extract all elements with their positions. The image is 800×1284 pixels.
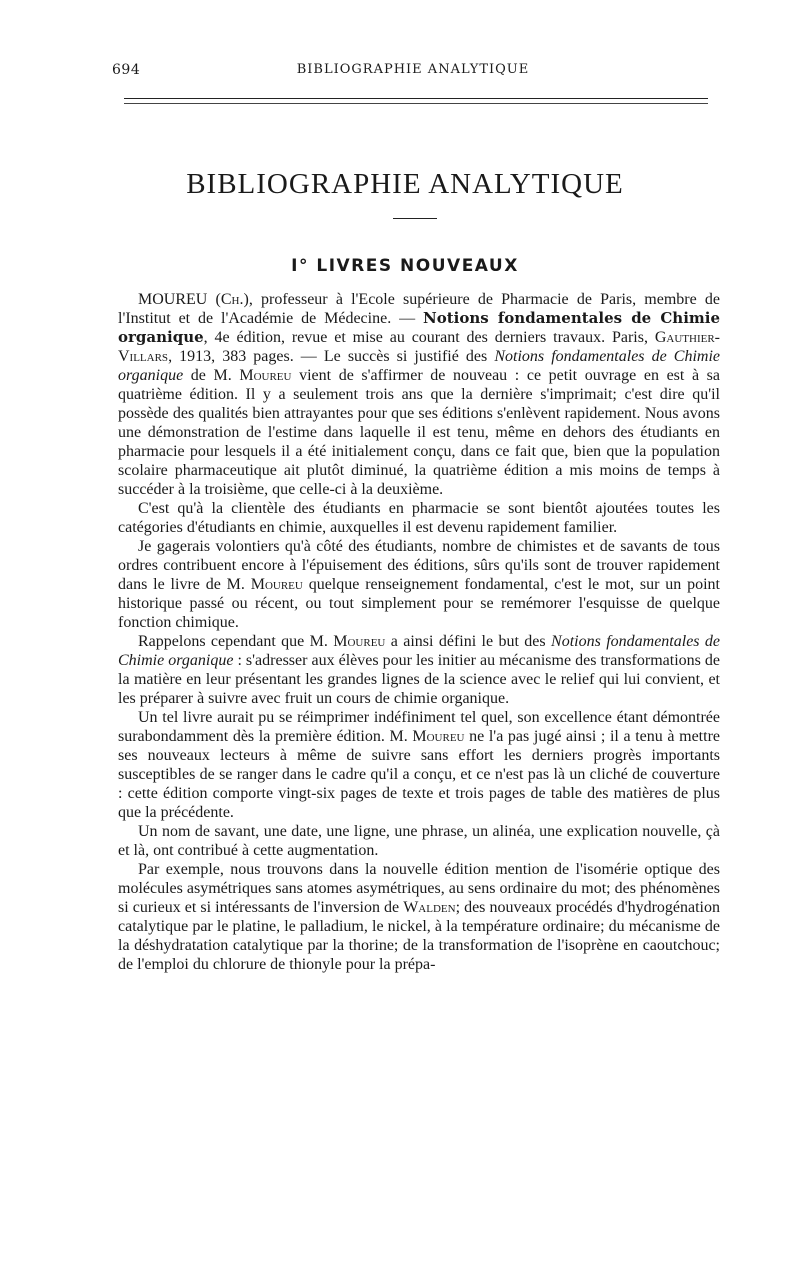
running-title: BIBLIOGRAPHIE ANALYTIQUE (296, 62, 530, 77)
running-head (112, 62, 714, 84)
edition-info: , 4e édition, revue et mise au courant des derniers travaux. Paris, (203, 329, 655, 346)
paragraph-2: C'est qu'à la clientèle des étudiants en pharmacie se sont bientôt ajoutées toutes les catégories d'étudiants en chimie, auxquelles il est devenu rapidement familier. (118, 500, 720, 536)
page-number: 694 (112, 62, 141, 78)
text-segment: Par exemple, nous trouvons dans la nouvelle édition mention de l'isomérie optique des molécules asymétriques sans atomes asymétriques, au sens ordinaire du mot; des phénomènes si curieux et si intéressants de l'inversion de (118, 861, 720, 916)
title-divider (393, 218, 437, 219)
section-heading: I° LIVRES NOUVEAUX (291, 256, 519, 276)
person-name: Moureu (333, 633, 386, 650)
book-title: Notions fondamentales de Chimie organique (118, 309, 721, 346)
person-name: Walden (403, 899, 456, 916)
text-segment: Un tel livre aurait pu se réimprimer indéfiniment tel quel, son excellence étant démontrée surabondamment dès la première édition. M. (118, 709, 720, 745)
paragraph-6: Un nom de savant, une date, une ligne, une phrase, un alinéa, une explication nouvelle, çà et là, ont contribué à cette augmentation. (118, 823, 720, 859)
paragraph-7 (118, 860, 720, 974)
person-name: Moureu (239, 367, 292, 384)
text-segment: Rappelons cependant que M. (138, 633, 334, 650)
author-affiliation: , professeur à l'Ecole supérieure de Pharmacie de Paris, membre de l'Institut et de l'Académie de Médecine. — (118, 291, 721, 327)
text-segment: quelque renseignement fondamental, c'est le mot, sur un point historique passé ou récent, ou tout simplement pour se remémorer l'esquisse de quelque fonction chimique. (118, 576, 720, 631)
publication-info: , 1913, 383 pages. — Le succès si justifié des (168, 348, 495, 365)
text-segment: de M. (183, 367, 240, 384)
paragraph-4 (118, 632, 720, 708)
text-segment: vient de s'affirmer de nouveau : ce petit ouvrage en est à sa quatrième édition. Il y a seulement trois ans que la dernière s'imprimait; c'est dire qu'il possède des qualités bien attrayantes pour que ses éditions s'enlèvent rapidement. Nous avons une démonstration de l'estime dans laquelle il est tenu, même en dehors des étudiants en pharmacie pour lesquels il a été initialement conçu, dans ce fait que, bien que la population scolaire pharmaceutique ait plutôt diminué, la quatrième édition a mis moins de temps à succéder à la troisième, que celle-ci à la deuxième. (118, 367, 721, 498)
paragraph-3 (118, 537, 720, 632)
author-name: MOUREU (138, 291, 208, 308)
publisher-name: Gauthier-Villars (118, 329, 720, 365)
header-rule (124, 98, 708, 99)
page-title: BIBLIOGRAPHIE ANALYTIQUE (186, 168, 624, 200)
text-segment: Je gagerais volontiers qu'à côté des étudiants, nombre de chimistes et de savants de tous ordres contribuent encore à l'épuisement des éditions, sûrs qu'ils sont de trouver rapidement dans le livre de M. (118, 538, 720, 593)
text-segment: a ainsi défini le but des (385, 633, 552, 650)
text-segment: : s'adresser aux élèves pour les initier au mécanisme des transformations de la matière en leur présentant les grandes lignes de la science avec le relief qui lui convient, et les préparer à suivre avec fruit un cours de chimie organique. (118, 652, 721, 707)
book-title-italic: Notions fondamentales de Chimie organique (118, 633, 721, 669)
person-name: Moureu (412, 728, 465, 745)
book-title-italic: Notions fondamentales de Chimie organique (118, 348, 721, 384)
person-name: Moureu (250, 576, 303, 593)
paragraph-5 (118, 708, 720, 822)
text-segment: ; des nouveaux procédés d'hydrogénation catalytique par le platine, le palladium, le nickel, à la température ordinaire; du mécanisme de la déshydratation catalytique par la thorine; de la transformation de l'isoprène en caoutchouc; de l'emploi du chlorure de thionyle pour la prépa- (118, 899, 720, 973)
article-body (118, 290, 720, 974)
author-initial: (Ch.) (215, 291, 249, 308)
text-segment: ne l'a pas jugé ainsi ; il a tenu à mettre ses nouveaux lecteurs à même de suivre sans effort les derniers progrès importants susceptibles de se ranger dans le cadre qu'il a conçu, et ce n'est pas là un cliché de couverture : cette édition comporte vingt-six pages de texte et trois pages de table des matières de plus que la précédente. (118, 728, 721, 821)
paragraph-1 (118, 290, 720, 499)
header-rule-secondary (124, 103, 708, 104)
